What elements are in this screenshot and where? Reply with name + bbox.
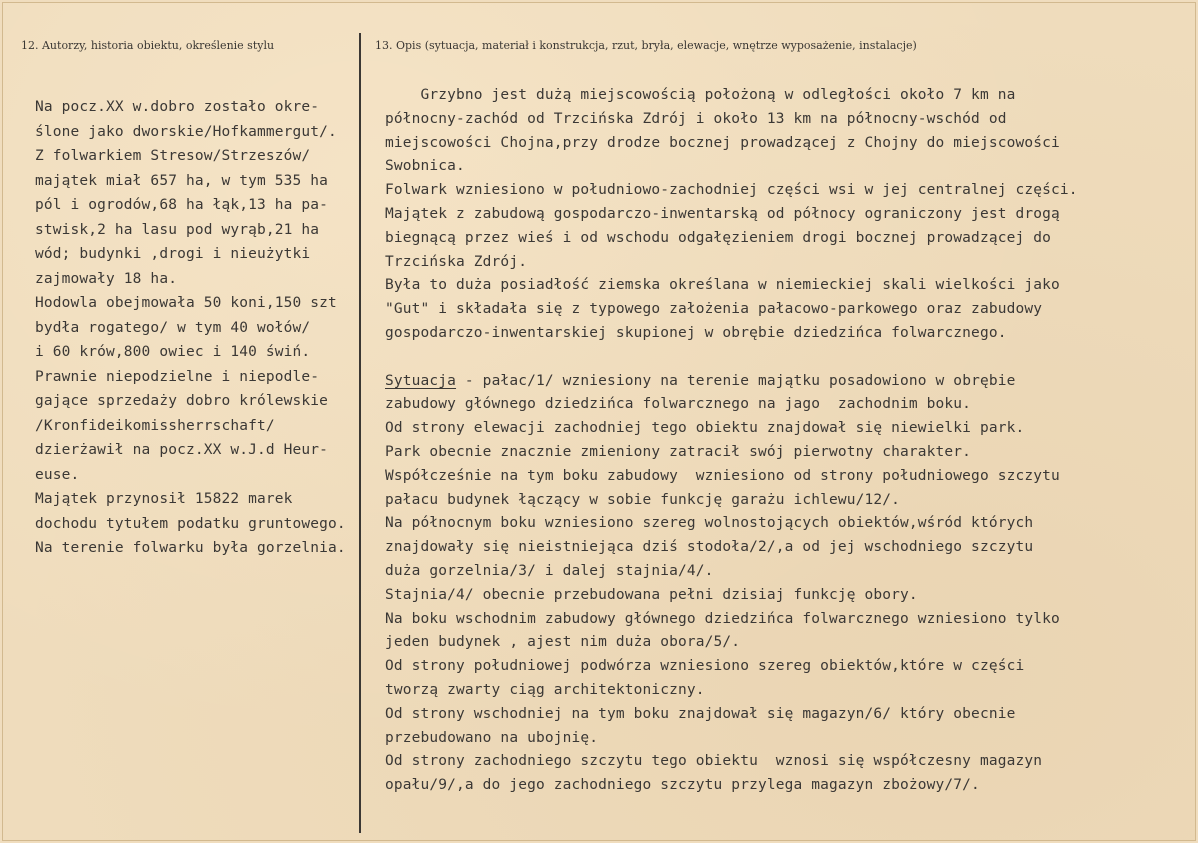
text-line [385,346,1185,370]
text-line: Na pocz.XX w.dobro zostało okre- [35,99,320,115]
text-line: Od strony wschodniej na tym boku znajdował się magazyn/6/ który obecnie [385,705,1016,722]
left-column-header: 12. Autorzy, historia obiektu, określenie stylu [21,39,275,52]
history-text [35,95,365,561]
text-line: ślone jako dworskie/Hofkammergut/. [35,123,337,140]
text-line: Od strony południowej podwórza wzniesiono szereg obiektów,które w części [385,658,1025,675]
text-line: Grzybno jest dużą miejscowością położoną w odległości około 7 km na [385,87,1016,103]
text-line: Od strony elewacji zachodniej tego obiektu znajdował się niewielki park. [385,420,1025,437]
text-line: jeden budynek , ajest nim duża obora/5/. [385,634,741,651]
text-line: zajmowały 18 ha. [35,270,178,287]
text-line: dochodu tytułem podatku gruntowego. [35,515,346,532]
text-line: biegnącą przez wieś i od wschodu odgałęzieniem drogi bocznej prowadzącej do [385,229,1051,246]
text-line: Na terenie folwarku była gorzelnia. [35,540,346,556]
text-line: pól i ogrodów,68 ha łąk,13 ha pa- [35,197,329,213]
text-line: pałacu budynek łączący w sobie funkcję garażu ichlewu/12/. [385,491,901,508]
text-line: "Gut" i składała się z typowego założenia pałacowo-parkowego oraz zabudowy [385,301,1043,318]
text-line: dzierżawił na pocz.XX w.J.d Heur- [35,442,329,458]
text-line: Na boku wschodnim zabudowy głównego dziedzińca folwarcznego wzniesiono tylko [385,610,1060,627]
text-line: zabudowy głównego dziedzińca folwarcznego na jago zachodnim boku. [385,396,972,413]
text-line: miejscowości Chojna,przy drodze bocznej prowadzącej z Chojny do miejscowości [385,134,1060,151]
text-line: północny-zachód od Trzcińska Zdrój i około 13 km na północny-wschód od [385,110,1007,127]
text-line: przebudowano na ubojnię. [385,729,599,746]
text-line: Hodowla obejmowała 50 koni,150 szt [35,295,337,311]
text-line: opału/9/,a do jego zachodniego szczytu przylega magazyn zbożowy/7/. [385,777,980,794]
right-column-header: 13. Opis (sytuacja, materiał i konstrukcja, rzut, bryła, elewacje, wnętrze wyposażenie, instalacje) [375,39,917,52]
text-line: Na północnym boku wzniesiono szereg wolnostojących obiektów,wśród których [385,515,1034,532]
text-line: stwisk,2 ha lasu pod wyrąb,21 ha [35,221,320,238]
text-line: majątek miał 657 ha, w tym 535 ha [35,172,329,189]
archival-card [2,2,1196,841]
text-line: Trzcińska Zdrój. [385,253,528,270]
text-line: Swobnica. [385,158,465,175]
text-line: Majątek z zabudową gospodarczo-inwentarską od północy ograniczony jest drogą [385,205,1060,222]
text-line: Park obecnie znacznie zmieniony zatracił swój pierwotny charakter. [385,443,972,460]
text-line: Majątek przynosił 15822 marek [35,491,293,507]
description-text [385,84,1185,798]
text-line: gospodarczo-inwentarskiej skupionej w obrębie dziedzińca folwarcznego. [385,324,1007,341]
text-line: gające sprzedaży dobro królewskie [35,393,329,409]
text-line: tworzą zwarty ciąg architektoniczny. [385,681,705,698]
text-line: duża gorzelnia/3/ i dalej stajnia/4/. [385,562,714,579]
text-line: /Kronfideikomissherrschaft/ [35,417,275,434]
text-line: Współcześnie na tym boku zabudowy wzniesiono od strony południowego szczytu [385,467,1060,484]
text-line: Sytuacja - pałac/1/ wzniesiony na terenie majątku posadowiono w obrębie [385,372,1016,389]
text-line: znajdowały się nieistniejąca dziś stodoła/2/,a od jej wschodniego szczytu [385,539,1034,556]
text-line: Prawnie niepodzielne i niepodle- [35,368,320,385]
text-line: Była to duża posiadłość ziemska określana w niemieckiej skali wielkości jako [385,277,1060,294]
text-line: Z folwarkiem Stresow/Strzeszów/ [35,148,311,164]
text-line: Od strony zachodniego szczytu tego obiektu wznosi się współczesny magazyn [385,753,1043,770]
text-line: bydła rogatego/ w tym 40 wołów/ [35,319,311,336]
underlined-heading: Sytuacja [385,372,457,389]
text-line: Folwark wzniesiono w południowo-zachodniej części wsi w jej centralnej części. [385,182,1078,199]
text-line: euse. [35,466,80,483]
text-line: i 60 krów,800 owiec i 140 świń. [35,344,311,360]
text-line: Stajnia/4/ obecnie przebudowana pełni dzisiaj funkcję obory. [385,586,918,603]
text-line: wód; budynki ,drogi i nieużytki [35,246,311,262]
